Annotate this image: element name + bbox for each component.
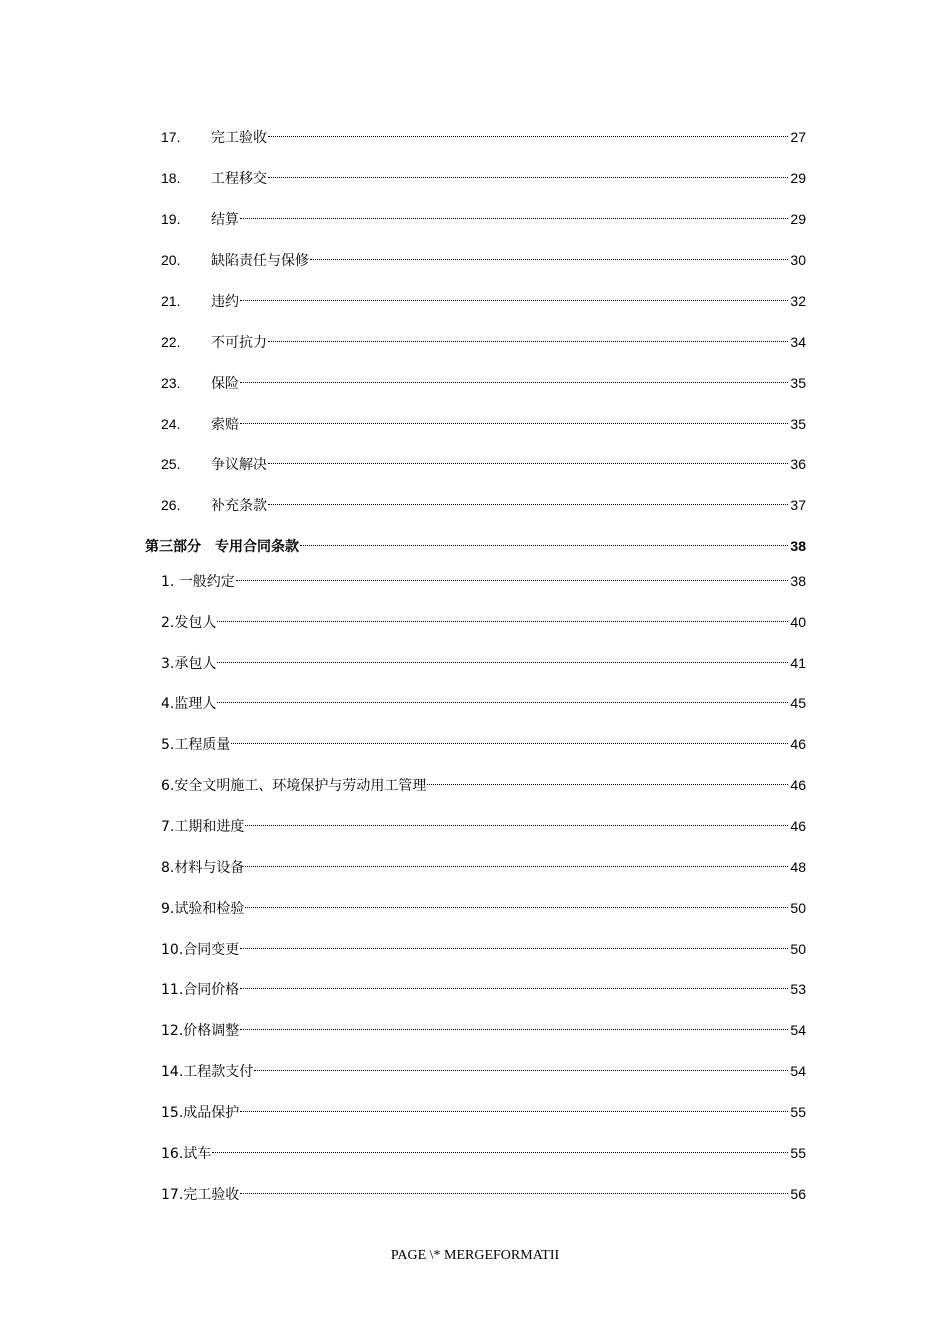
toc-subentry-title: 1. 一般约定	[161, 574, 235, 590]
dot-leader	[240, 217, 788, 219]
dot-leader	[240, 299, 788, 301]
toc-entry-title: 结算	[211, 212, 239, 228]
toc-entry-number: 17.	[161, 129, 181, 145]
toc-subentry-page: 45	[790, 695, 806, 711]
toc-subentry-title: 5.工程质量	[161, 737, 231, 753]
toc-subentry[interactable]	[0, 814, 950, 838]
toc-entry-page: 29	[790, 170, 806, 186]
toc-subentry-title: 15.成品保护	[161, 1105, 240, 1121]
toc-entry-title: 违约	[211, 294, 239, 310]
toc-subentry-title: 10.合同变更	[161, 942, 240, 958]
toc-entry-number: 26.	[161, 497, 181, 513]
dot-leader	[268, 503, 788, 505]
toc-entry-title: 不可抗力	[211, 335, 267, 351]
toc-entry-number: 23.	[161, 375, 181, 391]
toc-entry[interactable]	[0, 493, 950, 517]
toc-entry-title: 完工验收	[211, 130, 267, 146]
dot-leader	[268, 462, 788, 464]
toc-entry-page: 37	[790, 497, 806, 513]
dot-leader	[245, 906, 788, 908]
dot-leader	[245, 824, 788, 826]
toc-entry-page: 29	[790, 211, 806, 227]
toc-entry-number: 20.	[161, 252, 181, 268]
toc-entry-title: 缺陷责任与保修	[211, 253, 309, 269]
toc-entry[interactable]	[0, 125, 950, 149]
toc-subentry-title: 12.价格调整	[161, 1023, 240, 1039]
toc-subentry[interactable]	[0, 610, 950, 634]
toc-entry-page: 34	[790, 334, 806, 350]
toc-entry[interactable]	[0, 166, 950, 190]
dot-leader	[217, 620, 788, 622]
dot-leader	[217, 701, 788, 703]
toc-entry-number: 21.	[161, 293, 181, 309]
toc-entry-page: 35	[790, 416, 806, 432]
dot-leader	[268, 176, 788, 178]
toc-subentry[interactable]	[0, 1059, 950, 1083]
dot-leader	[240, 422, 788, 424]
toc-subentry[interactable]	[0, 773, 950, 797]
toc-subentry[interactable]	[0, 855, 950, 879]
toc-entry-page: 32	[790, 293, 806, 309]
toc-subentry-page: 54	[790, 1063, 806, 1079]
toc-entry-number: 24.	[161, 416, 181, 432]
toc-subentry-title: 7.工期和进度	[161, 819, 245, 835]
toc-entry-title: 补充条款	[211, 498, 267, 514]
dot-leader	[240, 1110, 788, 1112]
toc-entry-title: 工程移交	[211, 171, 267, 187]
toc-subentry-page: 41	[790, 655, 806, 671]
toc-subentry[interactable]	[0, 569, 950, 593]
dot-leader	[240, 1192, 788, 1194]
toc-entry-number: 19.	[161, 211, 181, 227]
toc-subentry-page: 55	[790, 1145, 806, 1161]
dot-leader	[240, 987, 788, 989]
dot-leader	[236, 579, 789, 581]
dot-leader	[245, 865, 788, 867]
page-footer: PAGE \* MERGEFORMATII	[390, 1248, 560, 1263]
toc-entry[interactable]	[0, 371, 950, 395]
toc-subentry[interactable]	[0, 732, 950, 756]
toc-entry-page: 36	[790, 456, 806, 472]
toc-subentry-page: 56	[790, 1186, 806, 1202]
toc-subentry-title: 16.试车	[161, 1146, 212, 1162]
toc-entry[interactable]	[0, 207, 950, 231]
toc-entry-page: 35	[790, 375, 806, 391]
toc-subentry[interactable]	[0, 691, 950, 715]
toc-entry[interactable]	[0, 412, 950, 436]
toc-subentry[interactable]	[0, 1018, 950, 1042]
dot-leader	[212, 1151, 788, 1153]
toc-subentry[interactable]	[0, 977, 950, 1001]
toc-entry[interactable]	[0, 330, 950, 354]
toc-subentry-page: 46	[790, 736, 806, 752]
toc-subentry-page: 40	[790, 614, 806, 630]
toc-subentry[interactable]	[0, 896, 950, 920]
toc-subentry-page: 46	[790, 818, 806, 834]
toc-entry[interactable]	[0, 452, 950, 476]
toc-subentry-title: 8.材料与设备	[161, 860, 245, 876]
toc-part-heading[interactable]	[0, 534, 950, 558]
toc-subentry-page: 50	[790, 900, 806, 916]
toc-part-title: 第三部分 专用合同条款	[145, 539, 299, 555]
toc-subentry-title: 3.承包人	[161, 656, 217, 672]
toc-entry-number: 22.	[161, 334, 181, 350]
toc-subentry-title: 6.安全文明施工、环境保护与劳动用工管理	[161, 778, 427, 794]
toc-subentry[interactable]	[0, 937, 950, 961]
dot-leader	[310, 258, 788, 260]
toc-entry-page: 30	[790, 252, 806, 268]
dot-leader	[268, 340, 788, 342]
dot-leader	[254, 1069, 788, 1071]
toc-subentry-page: 48	[790, 859, 806, 875]
toc-entry-page: 27	[790, 129, 806, 145]
toc-entry-number: 25.	[161, 456, 181, 472]
toc-subentry-title: 9.试验和检验	[161, 901, 245, 917]
toc-entry[interactable]	[0, 289, 950, 313]
toc-entry-number: 18.	[161, 170, 181, 186]
toc-subentry-page: 53	[790, 981, 806, 997]
toc-entry-title: 保险	[211, 376, 239, 392]
toc-part-page: 38	[790, 538, 806, 554]
toc-subentry-page: 55	[790, 1104, 806, 1120]
dot-leader	[427, 783, 788, 785]
toc-subentry[interactable]	[0, 1100, 950, 1124]
toc-entry[interactable]	[0, 248, 950, 272]
toc-subentry[interactable]	[0, 1141, 950, 1165]
toc-subentry-page: 46	[790, 777, 806, 793]
dot-leader	[240, 947, 788, 949]
toc-subentry-title: 17.完工验收	[161, 1187, 240, 1203]
dot-leader	[231, 742, 788, 744]
toc-subentry-page: 54	[790, 1022, 806, 1038]
dot-leader	[300, 544, 788, 546]
dot-leader	[240, 381, 788, 383]
toc-subentry[interactable]	[0, 1182, 950, 1206]
toc-subentry-page: 50	[790, 941, 806, 957]
toc-subentry-title: 4.监理人	[161, 696, 217, 712]
dot-leader	[217, 661, 788, 663]
dot-leader	[268, 135, 788, 137]
toc-subentry[interactable]	[0, 651, 950, 675]
toc-entry-title: 索赔	[211, 417, 239, 433]
toc-subentry-title: 11.合同价格	[161, 982, 240, 998]
toc-subentry-title: 14.工程款支付	[161, 1064, 254, 1080]
toc-entry-title: 争议解决	[211, 457, 267, 473]
toc-subentry-title: 2.发包人	[161, 615, 217, 631]
toc-subentry-page: 38	[790, 573, 806, 589]
dot-leader	[240, 1028, 788, 1030]
